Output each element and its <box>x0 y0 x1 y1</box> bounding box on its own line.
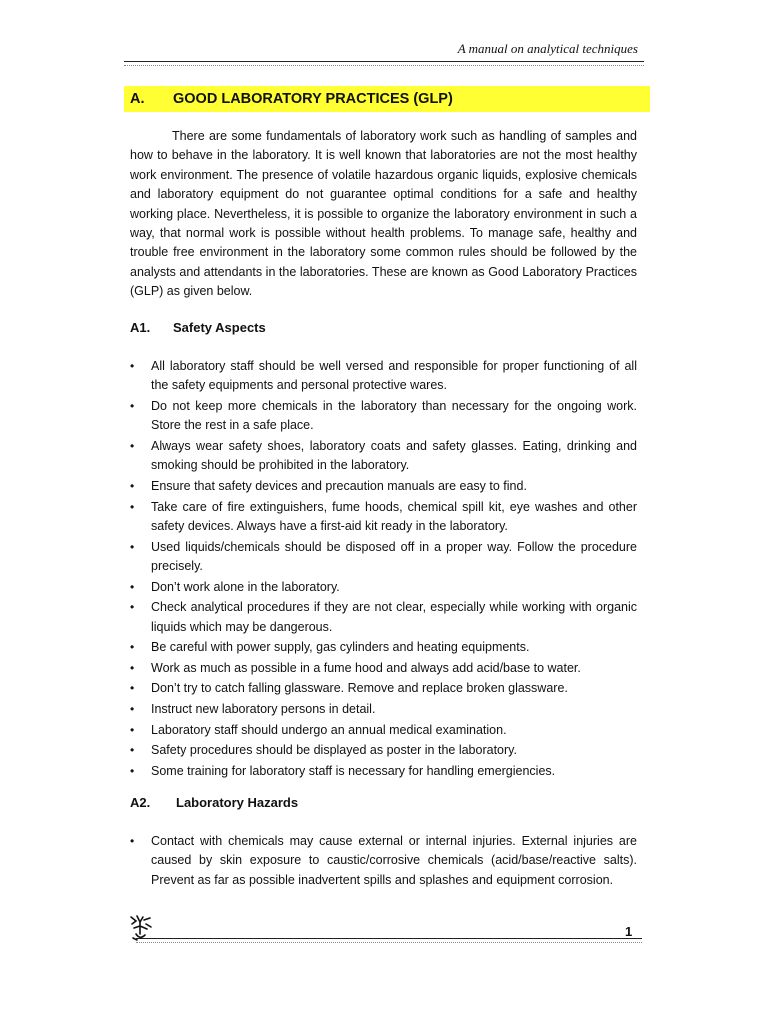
subheading-title: Safety Aspects <box>173 320 266 335</box>
subheading-number: A1. <box>130 320 151 335</box>
subheading-number: A2. <box>130 795 151 810</box>
list-item: • Contact with chemicals may cause external or internal injuries. External injuries are caused by skin exposure to caustic/corrosive chemicals (acid/base/reactive salts). Prevent as far as possible inadvertent spills and splashes and equipment corrosion. <box>130 832 637 890</box>
running-header: A manual on analytical techniques <box>457 41 638 56</box>
hazards-list <box>130 832 637 891</box>
intro-paragraph: There are some fundamentals of laboratory work such as handling of samples and how to behave in the laboratory. It is well known that laboratories are not the most healthy work environment. The presence of volatile hazardous organic liquids, explosive chemicals and laboratory equipment do not guarantee optimal conditions for a safe and healthy working place. Nevertheless, it is possible to organize the laboratory environment in such a way, that normal work is possible without health problems. To manage safe, healthy and trouble free environment in the laboratory some common rules should be followed by the analysts and attendants in the laboratories. These are known as Good Laboratory Practices (GLP) as given below. <box>130 129 637 299</box>
header-rule <box>124 61 644 66</box>
list-item: • Take care of fire extinguishers, fume hoods, chemical spill kit, eye washes and other safety devices. Always have a first-aid kit ready in the laboratory. <box>130 498 637 537</box>
list-item: • Used liquids/chemicals should be disposed off in a proper way. Follow the procedure precisely. <box>130 538 637 577</box>
subheading-laboratory-hazards <box>130 795 298 810</box>
list-item: • Don’t work alone in the laboratory. <box>130 578 637 597</box>
list-item: • Do not keep more chemicals in the laboratory than necessary for the ongoing work. Store the rest in a safe place. <box>130 397 637 436</box>
list-item: • Work as much as possible in a fume hood and always add acid/base to water. <box>130 659 637 678</box>
list-item: • Always wear safety shoes, laboratory coats and safety glasses. Eating, drinking and smoking should be prohibited in the laboratory. <box>130 437 637 476</box>
list-item: • Some training for laboratory staff is necessary for handling emergiencies. <box>130 762 637 781</box>
list-item: • Check analytical procedures if they are not clear, especially while working with organic liquids which may be dangerous. <box>130 598 637 637</box>
subheading-title: Laboratory Hazards <box>176 795 299 810</box>
section-number: A. <box>130 91 145 107</box>
list-item: • Instruct new laboratory persons in detail. <box>130 700 637 719</box>
list-item: • Ensure that safety devices and precaution manuals are easy to find. <box>130 477 637 496</box>
list-item: • Be careful with power supply, gas cylinders and heating equipments. <box>130 638 637 657</box>
subheading-safety-aspects <box>130 320 266 335</box>
page-number: 1 <box>625 924 633 939</box>
section-heading <box>124 86 650 112</box>
list-item: • Safety procedures should be displayed as poster in the laboratory. <box>130 741 637 760</box>
footer-rule <box>136 938 642 943</box>
list-item: • All laboratory staff should be well versed and responsible for proper functioning of all the safety equipments and personal protective wares. <box>130 357 637 396</box>
list-item: • Don’t try to catch falling glassware. Remove and replace broken glassware. <box>130 679 637 698</box>
list-item: • Laboratory staff should undergo an annual medical examination. <box>130 721 637 740</box>
safety-list <box>130 357 637 782</box>
section-title: GOOD LABORATORY PRACTICES (GLP) <box>173 91 453 107</box>
